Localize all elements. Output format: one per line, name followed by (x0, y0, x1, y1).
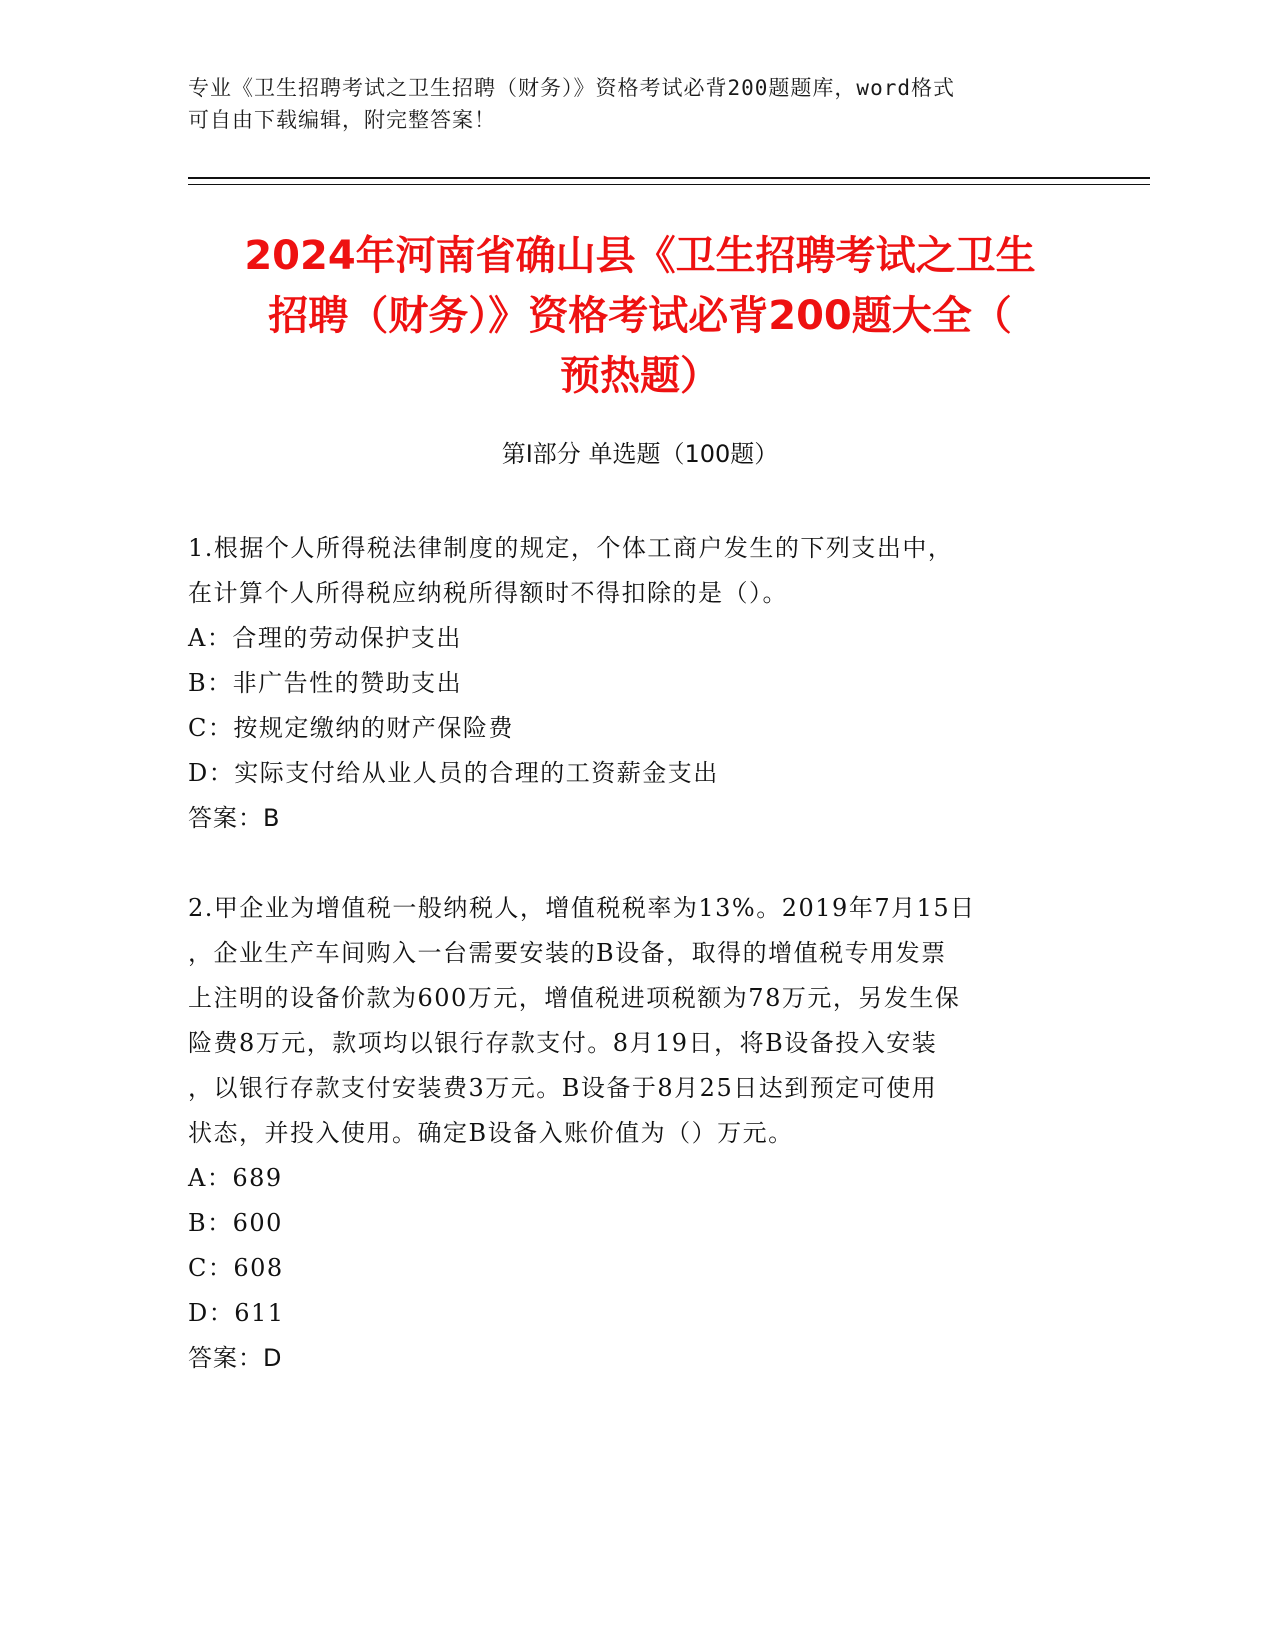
option-d: D：实际支付给从业人员的合理的工资薪金支出 (188, 759, 719, 787)
section-heading: 第I部分 单选题（100题） (501, 440, 779, 468)
header-divider-thick (188, 177, 1150, 179)
question-stem-line: 险费8万元，款项均以银行存款支付。8月19日，将B设备投入安装 (188, 1029, 938, 1057)
document-header-note (188, 72, 1088, 136)
option-c: C：608 (188, 1254, 284, 1282)
option-b: B：600 (188, 1209, 283, 1237)
question-stem-line: ，以银行存款支付安装费3万元。B设备于8月25日达到预定可使用 (188, 1074, 938, 1102)
document-title (180, 226, 1100, 406)
header-divider-thin (188, 184, 1150, 185)
question-stem-line: 上注明的设备价款为600万元，增值税进项税额为78万元，另发生保 (188, 984, 961, 1012)
header-note-line-1: 专业《卫生招聘考试之卫生招聘（财务）》资格考试必背200题题库，word格式 (188, 76, 955, 100)
option-a: A：689 (188, 1164, 283, 1192)
title-line-2: 招聘（财务）》资格考试必背200题大全（ (268, 293, 1012, 339)
question-stem-line: ，企业生产车间购入一台需要安装的B设备，取得的增值税专用发票 (188, 939, 947, 967)
question-stem-line: 在计算个人所得税应纳税所得额时不得扣除的是（）。 (188, 579, 788, 607)
title-line-1: 2024年河南省确山县《卫生招聘考试之卫生 (244, 233, 1036, 279)
option-b: B：非广告性的赞助支出 (188, 669, 463, 697)
question-stem-line: 2.甲企业为增值税一般纳税人，增值税税率为13%。2019年7月15日 (188, 894, 976, 922)
answer-line: 答案：D (188, 1344, 283, 1372)
answer-line: 答案：B (188, 804, 281, 832)
option-d: D：611 (188, 1299, 285, 1327)
question-2 (188, 886, 1068, 1381)
title-line-3: 预热题） (560, 353, 720, 399)
question-stem-line: 状态，并投入使用。确定B设备入账价值为（）万元。 (188, 1119, 794, 1147)
header-note-line-2: 可自由下载编辑，附完整答案！ (188, 108, 496, 132)
question-stem-line: 1.根据个人所得税法律制度的规定，个体工商户发生的下列支出中， (188, 534, 954, 562)
question-1 (188, 526, 1068, 841)
option-c: C：按规定缴纳的财产保险费 (188, 714, 514, 742)
option-a: A：合理的劳动保护支出 (188, 624, 462, 652)
